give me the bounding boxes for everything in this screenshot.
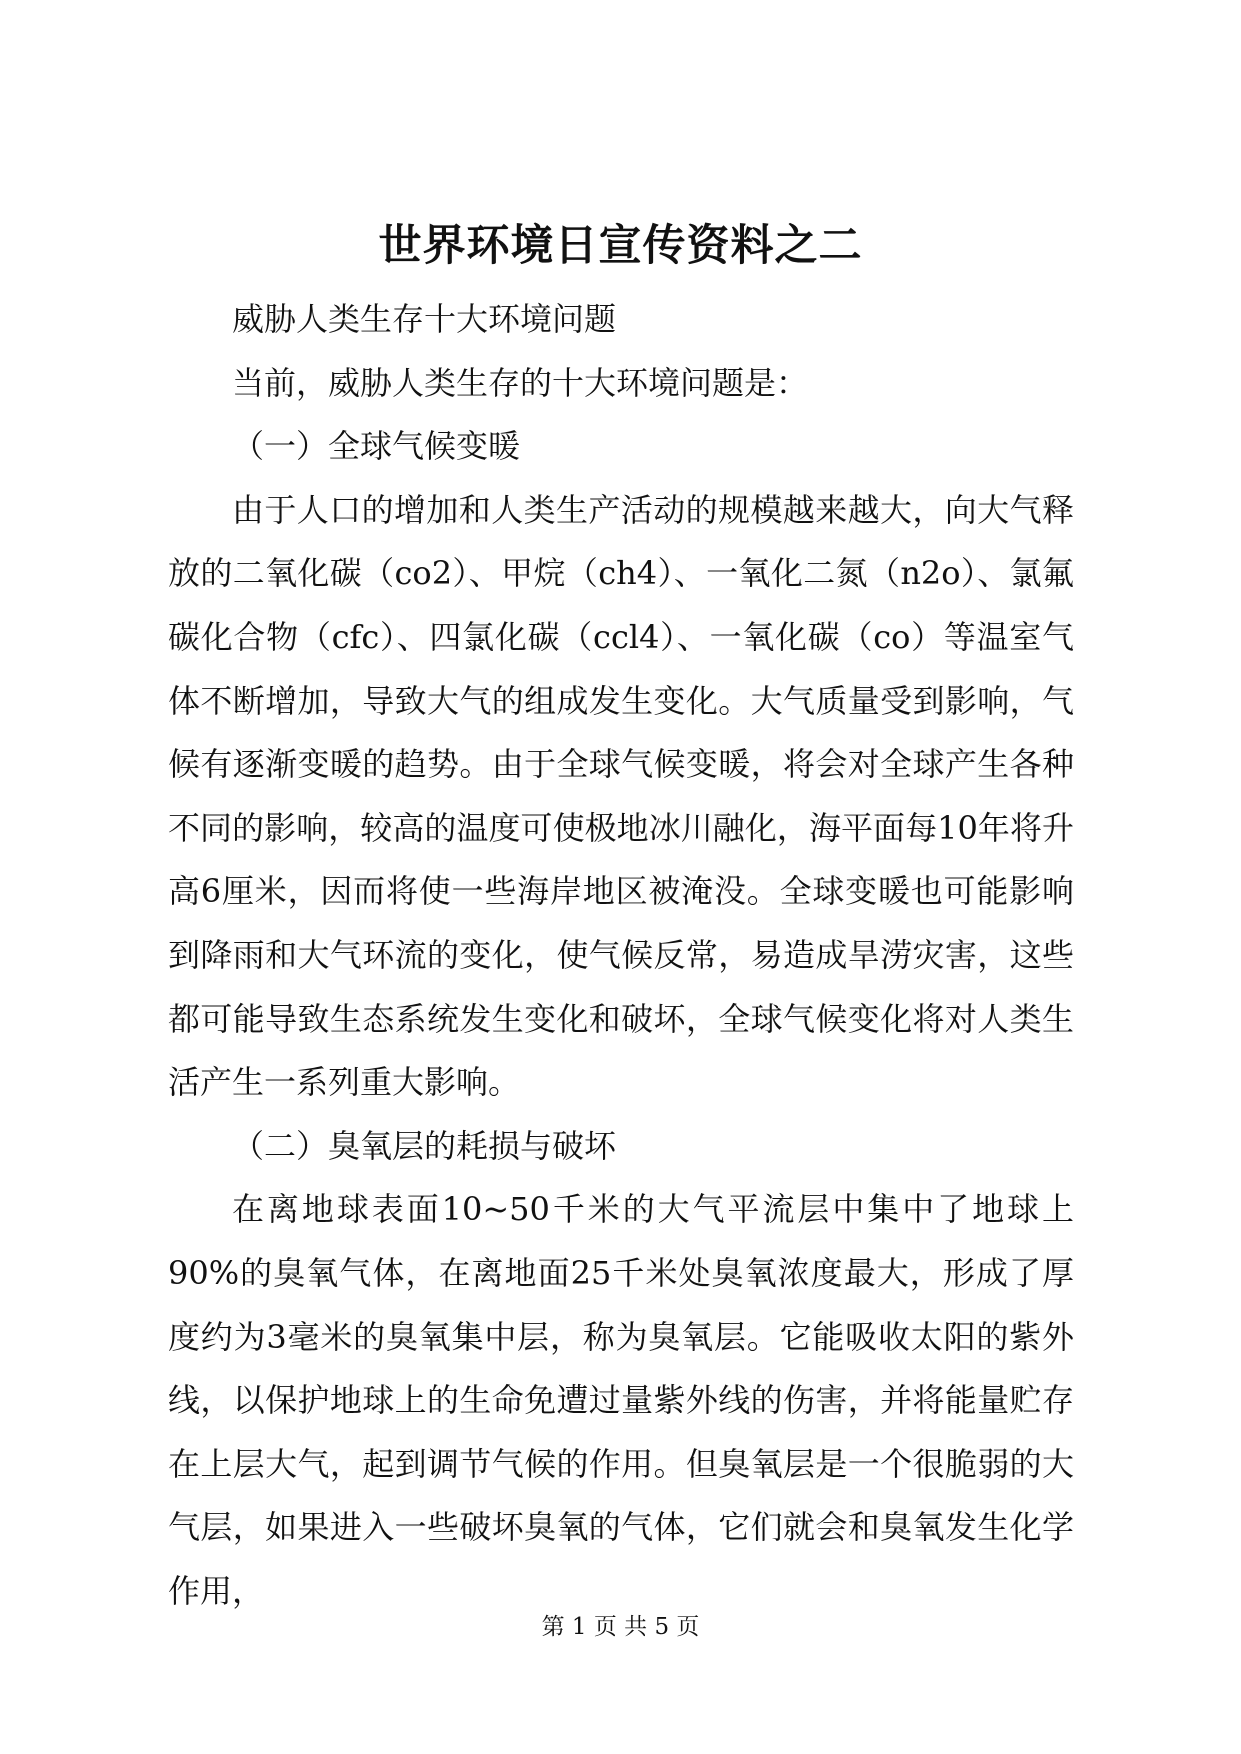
page-footer: 第 1 页 共 5 页 — [541, 1614, 700, 1640]
paragraph-ozone-depletion: 在离地球表面10~50千米的大气平流层中集中了地球上90%的臭氧气体，在离地面25千米处臭氧浓度最大，形成了厚度约为3毫米的臭氧集中层，称为臭氧层。它能吸收太阳的紫外线，以保护地球上的生命免遭过量紫外线的伤害，并将能量贮存在上层大气，起到调节气候的作用。但臭氧层是一个很脆弱的大气层，如果进入一些破坏臭氧的气体，它们就会和臭氧发生化学作用， — [168, 1190, 1074, 1610]
heading-ozone-depletion: （二）臭氧层的耗损与破坏 — [232, 1126, 617, 1165]
paragraph-global-warming: 由于人口的增加和人类生产活动的规模越来越大，向大气释放的二氧化碳（co2）、甲烷（ch4）、一氧化二氮（n2o）、氯氟碳化合物（cfc）、四氯化碳（ccl4）、一氧化碳（co）等温室气体不断增加，导致大气的组成发生变化。大气质量受到影响，气候有逐渐变暖的趋势。由于全球气候变暖，将会对全球产生各种不同的影响，较高的温度可使极地冰川融化，海平面每10年将升高6厘米，因而将使一些海岸地区被淹没。全球变暖也可能影响到降雨和大气环流的变化，使气候反常，易造成旱涝灾害，这些都可能导致生态系统发生变化和破坏，全球气候变化将对人类生活产生一系列重大影响。 — [168, 490, 1074, 1102]
heading-global-warming: （一）全球气候变暖 — [232, 427, 521, 466]
document-body — [168, 288, 1074, 1623]
section-subtitle: 威胁人类生存十大环境问题 — [232, 300, 617, 338]
intro-line: 当前，威胁人类生存的十大环境问题是： — [232, 363, 809, 402]
document-title: 世界环境日宣传资料之二 — [378, 221, 863, 271]
